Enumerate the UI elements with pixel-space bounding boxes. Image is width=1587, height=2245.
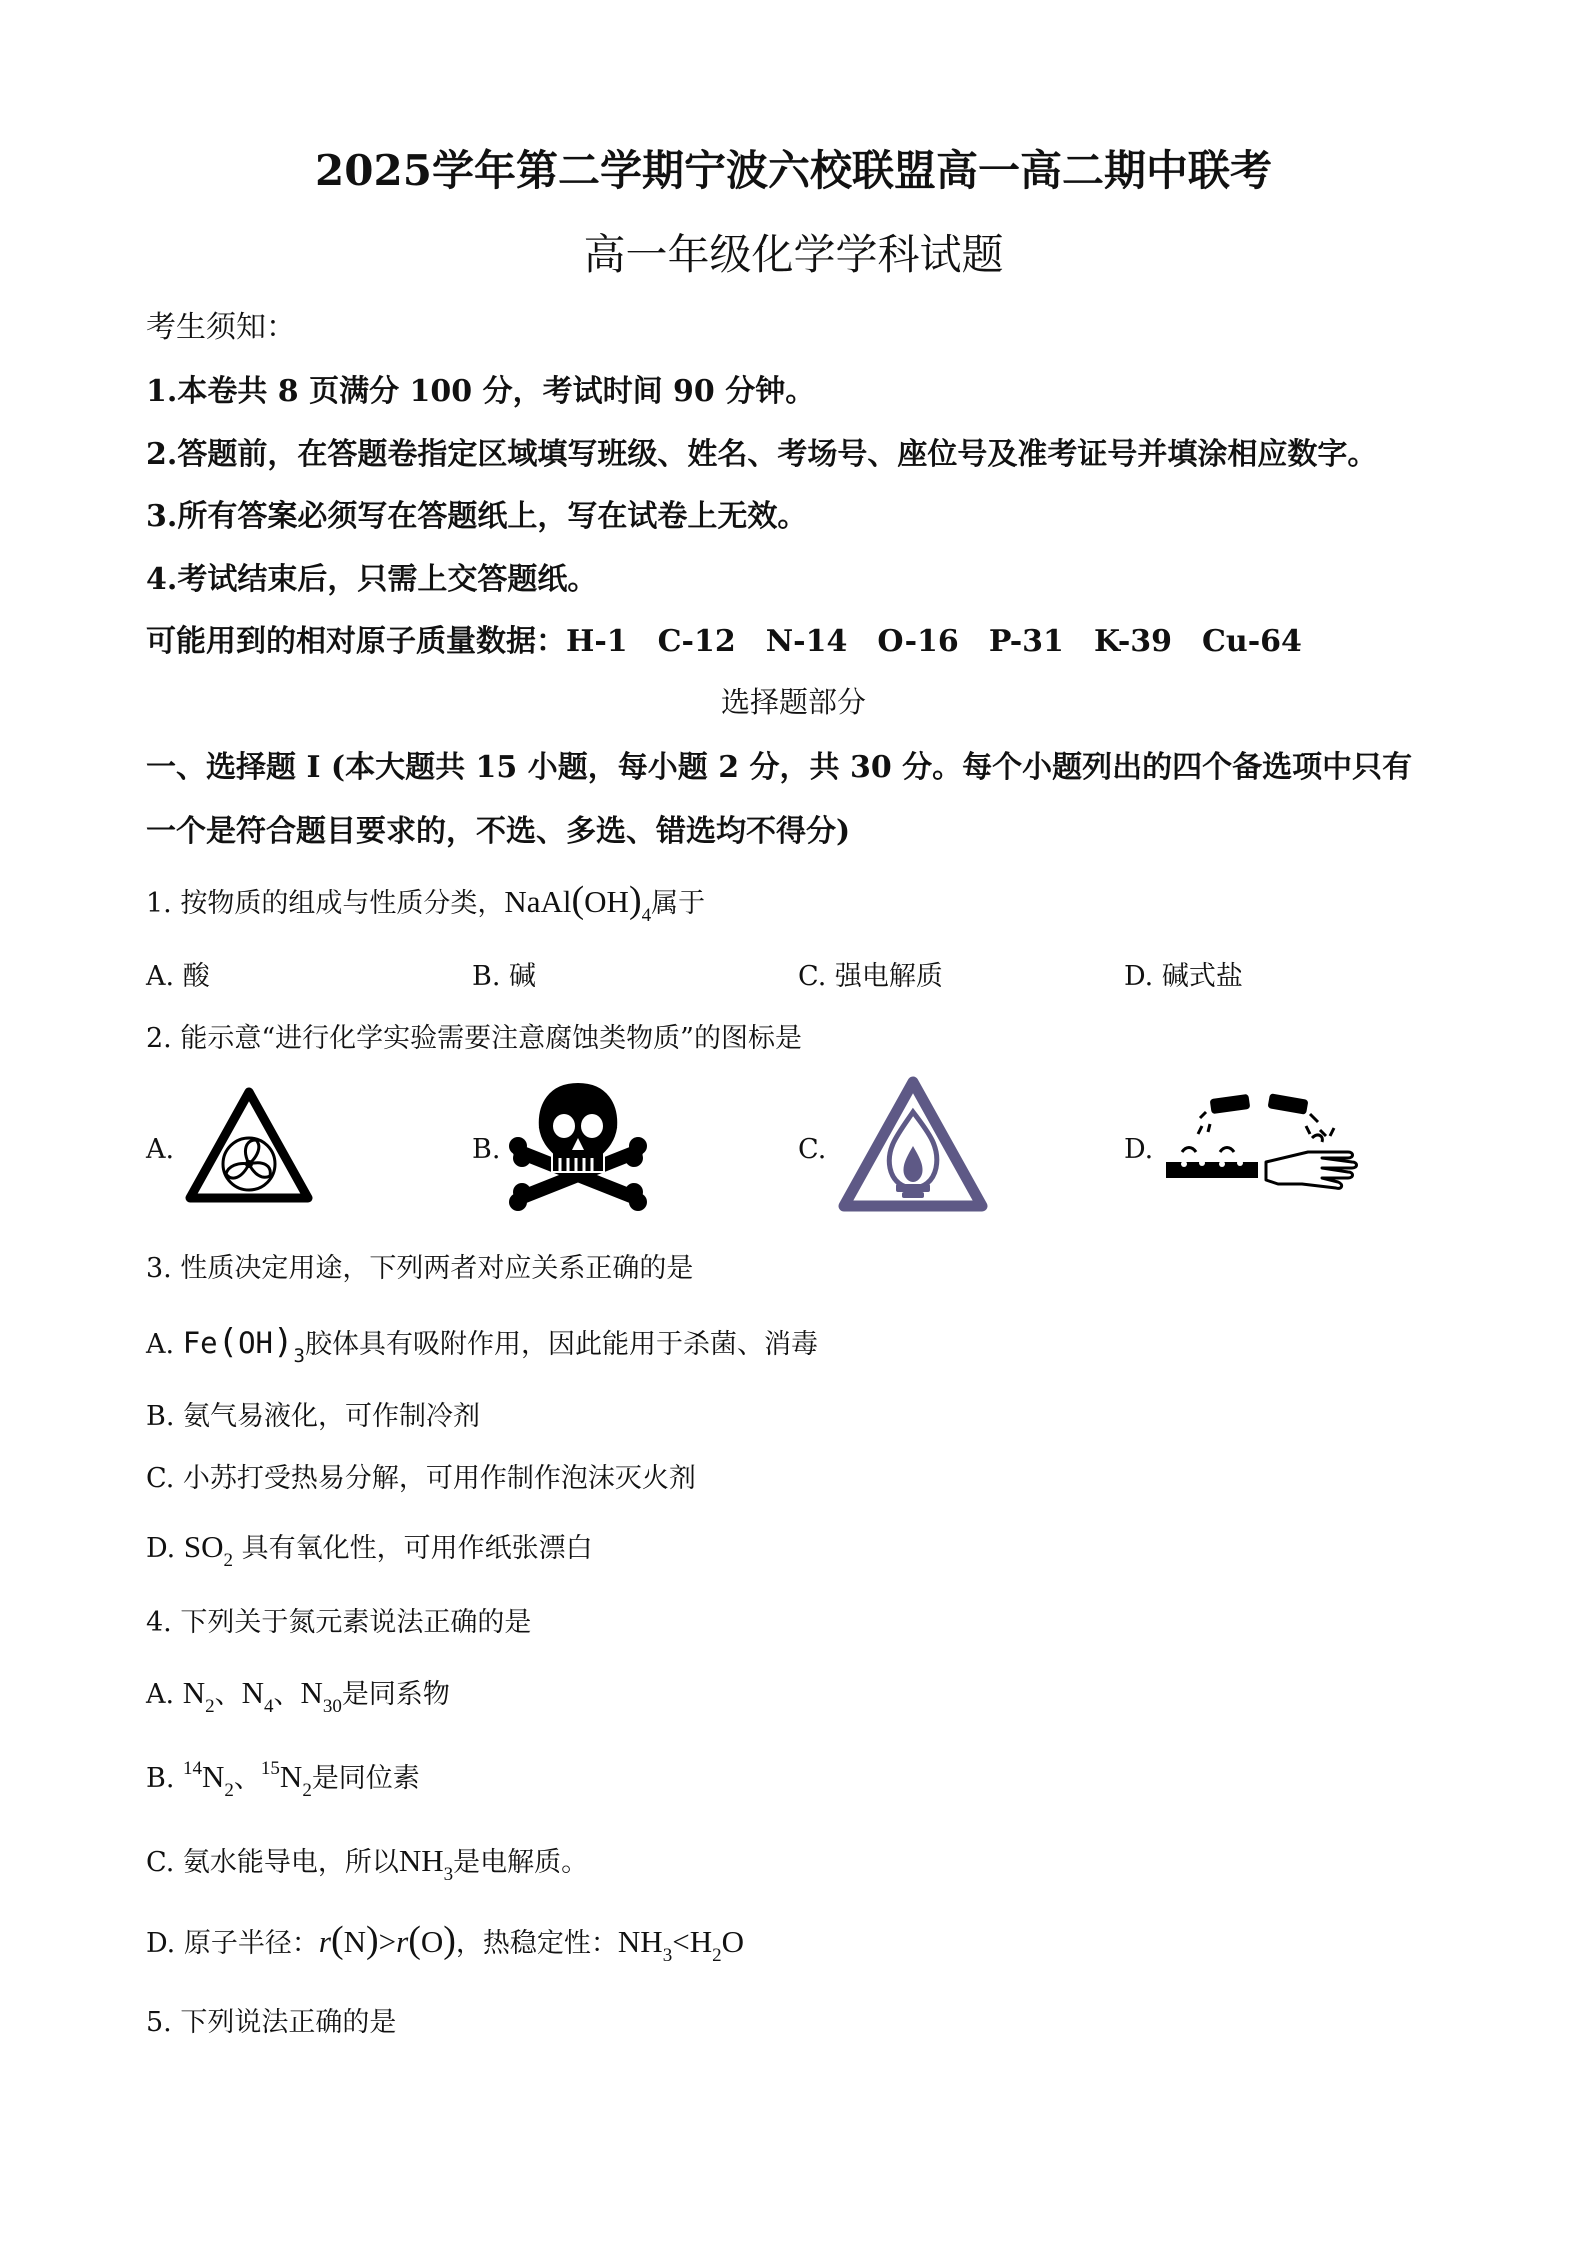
q1-option-b: B. 碱 xyxy=(472,961,537,992)
section-heading: 选择题部分 xyxy=(720,685,866,719)
fan-warning-icon xyxy=(186,1088,312,1203)
q1-formula-group: OH xyxy=(584,884,629,919)
q2-option-a-letter: A. xyxy=(146,1134,175,1165)
atomic-mass-label: 可能用到的相对原子质量数据： xyxy=(146,624,566,659)
q3-option-d xyxy=(146,1526,593,1571)
q4-a-letter: A. xyxy=(146,1679,175,1710)
q4-d-text1: 原子半径： xyxy=(183,1928,319,1959)
q4-c-formula: $NH_3$ xyxy=(398,1843,454,1885)
atomic-mass-k: K-39 xyxy=(1093,624,1173,659)
q1-stem xyxy=(146,878,706,926)
q4-d-radius-compare: r(N)>r(O) xyxy=(318,1919,456,1961)
corrosive-icon xyxy=(1162,1092,1358,1194)
q4-c-letter: C. xyxy=(146,1847,175,1878)
q3-a-formula: $Fe(OH)_3$ xyxy=(182,1322,305,1367)
q3-option-c: C. 小苏打受热易分解，可用作制作泡沫灭火剂 xyxy=(146,1463,696,1494)
notice-item-2: 2.答题前，在答题卷指定区域填写班级、姓名、考场号、座位号及准考证号并填涂相应数字。 xyxy=(146,437,1378,472)
q2-stem: 2. 能示意“进行化学实验需要注意腐蚀类物质”的图标是 xyxy=(146,1023,802,1054)
q1-option-a: A. 酸 xyxy=(146,961,210,992)
q1-formula-main: NaAl xyxy=(504,884,572,919)
atomic-mass-o: O-16 xyxy=(877,624,959,659)
q1-option-d: D. 碱式盐 xyxy=(1124,961,1243,992)
q2-option-d-letter: D. xyxy=(1124,1134,1154,1165)
q4-b-text: 是同位素 xyxy=(311,1763,420,1794)
notice-item-4: 4.考试结束后，只需上交答题纸。 xyxy=(146,562,598,597)
q4-a-formulas: $N_2$ xyxy=(182,1675,215,1717)
q4-option-a: A. $N_2$、$N_4$、$N_{30}$是同系物 xyxy=(146,1675,450,1717)
section-instruction-2: 一个是符合题目要求的，不选、多选、错选均不得分) xyxy=(146,814,851,849)
q4-b-formulas: $^{14}N_2$ xyxy=(183,1758,234,1801)
q3-option-a xyxy=(146,1322,818,1367)
q3-d-text: 具有氧化性，可用作纸张漂白 xyxy=(241,1533,593,1564)
q4-d-letter: D. xyxy=(146,1928,176,1959)
q3-d-formula: $SO_2$ xyxy=(183,1529,234,1571)
q4-d-text2: ，热稳定性： xyxy=(455,1928,618,1959)
notice-item-1: 1.本卷共 8 页满分 100 分，考试时间 90 分钟。 xyxy=(146,374,816,409)
q4-d-stability-compare: $NH_3<H_2O$ xyxy=(617,1924,744,1966)
q4-option-d xyxy=(146,1918,744,1966)
q3-d-letter: D. xyxy=(146,1533,176,1564)
q4-stem: 4. 下列关于氮元素说法正确的是 xyxy=(146,1607,532,1638)
skull-crossbones-icon xyxy=(508,1080,648,1206)
q1-option-c: C. 强电解质 xyxy=(798,961,943,992)
q5-stem: 5. 下列说法正确的是 xyxy=(146,2007,397,2038)
q1-formula-sub: 4 xyxy=(641,905,652,926)
exam-title: 2025学年第二学期宁波六校联盟高一高二期中联考 xyxy=(315,146,1272,195)
q4-option-b: B. $^{14}N_2$、$^{15}N_2$是同位素 xyxy=(146,1758,420,1801)
q4-b-letter: B. xyxy=(146,1763,175,1794)
q3-option-b: B. 氨气易液化，可作制冷剂 xyxy=(146,1401,481,1432)
q3-stem: 3. 性质决定用途，下列两者对应关系正确的是 xyxy=(146,1253,694,1284)
q4-option-c xyxy=(146,1840,589,1885)
q4-c-text1: 氨水能导电，所以 xyxy=(182,1847,399,1878)
atomic-mass-cu: Cu-64 xyxy=(1202,624,1302,659)
q2-option-b-letter: B. xyxy=(472,1134,501,1165)
atomic-mass-h: H-1 xyxy=(566,624,628,659)
atomic-mass-n: N-14 xyxy=(765,624,848,659)
exam-subtitle: 高一年级化学学科试题 xyxy=(583,230,1004,279)
atomic-mass-p: P-31 xyxy=(988,624,1064,659)
q3-a-text: 胶体具有吸附作用，因此能用于杀菌、消毒 xyxy=(304,1329,818,1360)
q4-a-text: 是同系物 xyxy=(341,1679,450,1710)
section-instruction-1: 一、选择题 I (本大题共 15 小题，每小题 2 分，共 30 分。每个小题列出的四个备选项中只有 xyxy=(146,750,1413,785)
atomic-mass-c: C-12 xyxy=(657,624,736,659)
q2-option-c-letter: C. xyxy=(798,1134,827,1165)
q3-a-letter: A. xyxy=(146,1329,175,1360)
q4-c-text2: 是电解质。 xyxy=(453,1847,589,1878)
notice-heading: 考生须知： xyxy=(146,310,296,345)
flame-warning-icon xyxy=(838,1076,988,1214)
atomic-mass-line xyxy=(146,616,1302,660)
q1-stem-prefix: 1. 按物质的组成与性质分类， xyxy=(146,888,505,919)
q1-stem-suffix: 属于 xyxy=(651,888,706,919)
q1-formula: $NaAl(OH)_4$ xyxy=(504,879,652,926)
notice-item-3: 3.所有答案必须写在答题纸上，写在试卷上无效。 xyxy=(146,499,808,534)
